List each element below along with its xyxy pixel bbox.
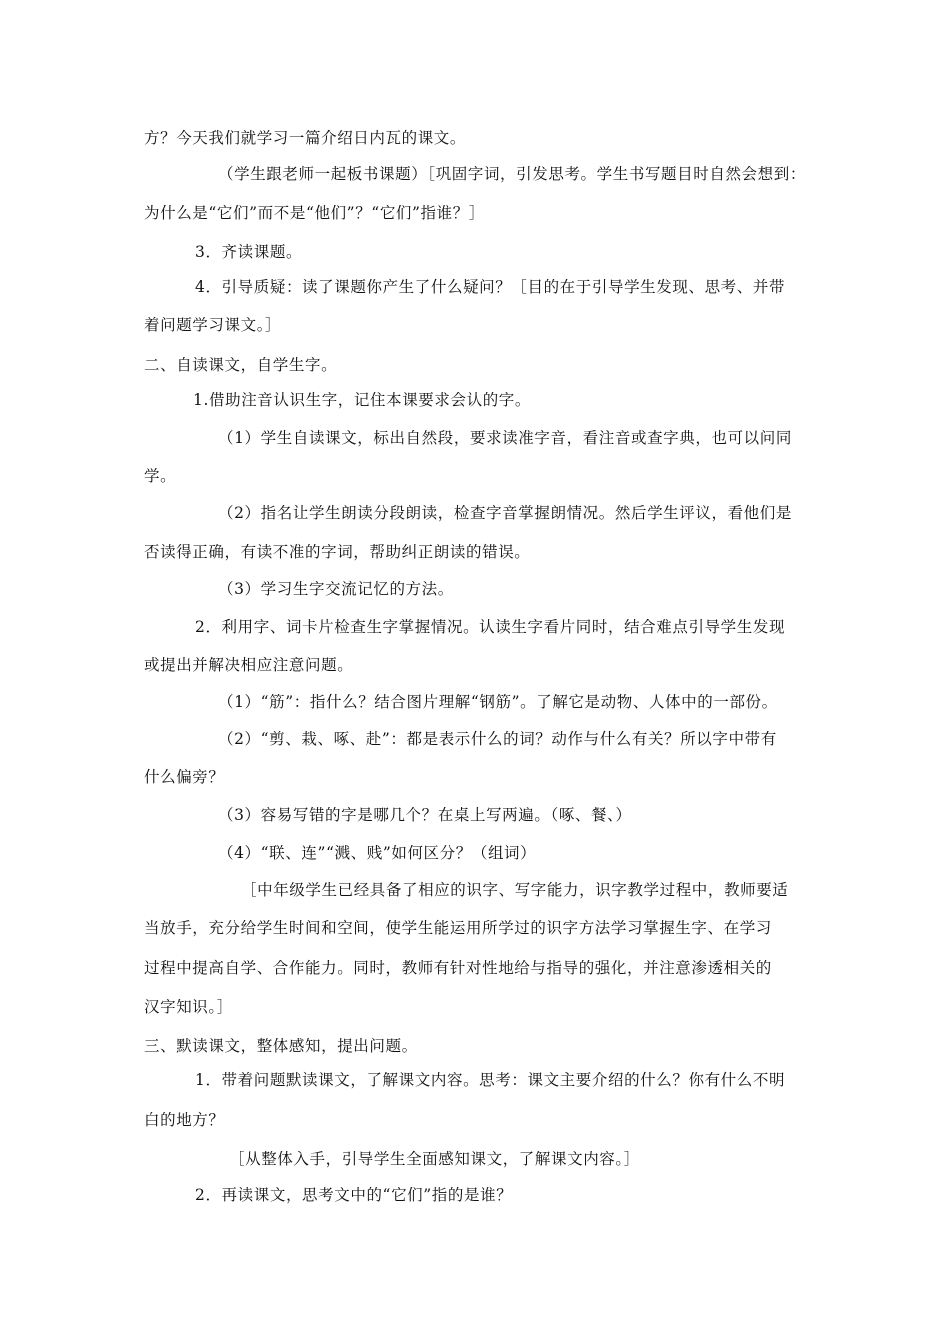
section-heading: 二、自读课文，自学生字。: [144, 356, 338, 374]
text-line: 1.借助注音认识生字，记住本课要求会认的字。: [193, 391, 531, 409]
text-line: 什么偏旁？: [144, 768, 225, 786]
text-line: 否读得正确，有读不准的字词，帮助纠正朗读的错误。: [144, 543, 531, 561]
text-line: 2．再读课文，思考文中的“它们”指的是谁？: [195, 1186, 513, 1204]
text-line: 方？今天我们就学习一篇介绍日内瓦的课文。: [144, 129, 467, 147]
text-line: （4）“联、连”“溅、贱”如何区分？（组词）: [218, 844, 537, 862]
text-line: 2．利用字、词卡片检查生字掌握情况。认读生字看片同时，结合难点引导学生发现: [195, 618, 786, 636]
text-line: 当放手，充分给学生时间和空间，使学生能运用所学过的识字方法学习掌握生字、在学习: [144, 919, 772, 937]
text-line: 为什么是“它们”而不是“他们”？“它们”指谁？］: [144, 204, 485, 222]
text-line: 学。: [144, 467, 177, 485]
text-line: 3．齐读课题。: [195, 243, 303, 261]
text-line: 或提出并解决相应注意问题。: [144, 656, 354, 674]
text-line: （2）指名让学生朗读分段朗读，检查字音掌握朗情况。然后学生评议，看他们是: [218, 504, 792, 522]
section-heading: 三、默读课文，整体感知，提出问题。: [144, 1037, 418, 1055]
text-line: （1）学生自读课文，标出自然段，要求读准字音，看注音或查字典，也可以问同: [218, 429, 792, 447]
text-line: 白的地方？: [144, 1111, 225, 1129]
text-line: （学生跟老师一起板书课题）［巩固字词，引发思考。学生书写题目时自然会想到：: [218, 165, 806, 183]
text-line: （2）“剪、栽、啄、赴”：都是表示什么的词？动作与什么有关？所以字中带有: [218, 730, 777, 748]
text-line: 4．引导质疑：读了课题你产生了什么疑问？［目的在于引导学生发现、思考、并带: [195, 278, 786, 296]
text-line: 汉字知识。］: [144, 998, 233, 1016]
text-line: （1）“筋”：指什么？结合图片理解“钢筋”。了解它是动物、人体中的一部份。: [218, 693, 778, 711]
text-line: ［从整体入手，引导学生全面感知课文，了解课文内容。］: [229, 1150, 640, 1168]
text-line: 1．带着问题默读课文，了解课文内容。思考：课文主要介绍的什么？你有什么不明: [195, 1071, 786, 1089]
text-line: （3）容易写错的字是哪几个？在桌上写两遍。（啄、餐、）: [218, 806, 632, 824]
text-line: 着问题学习课文。］: [144, 316, 282, 334]
text-line: （3）学习生字交流记忆的方法。: [218, 580, 454, 598]
text-line: ［中年级学生已经具备了相应的识字、写字能力，识字教学过程中，教师要适: [241, 881, 789, 899]
text-line: 过程中提高自学、合作能力。同时，教师有针对性地给与指导的强化，并注意渗透相关的: [144, 959, 772, 977]
